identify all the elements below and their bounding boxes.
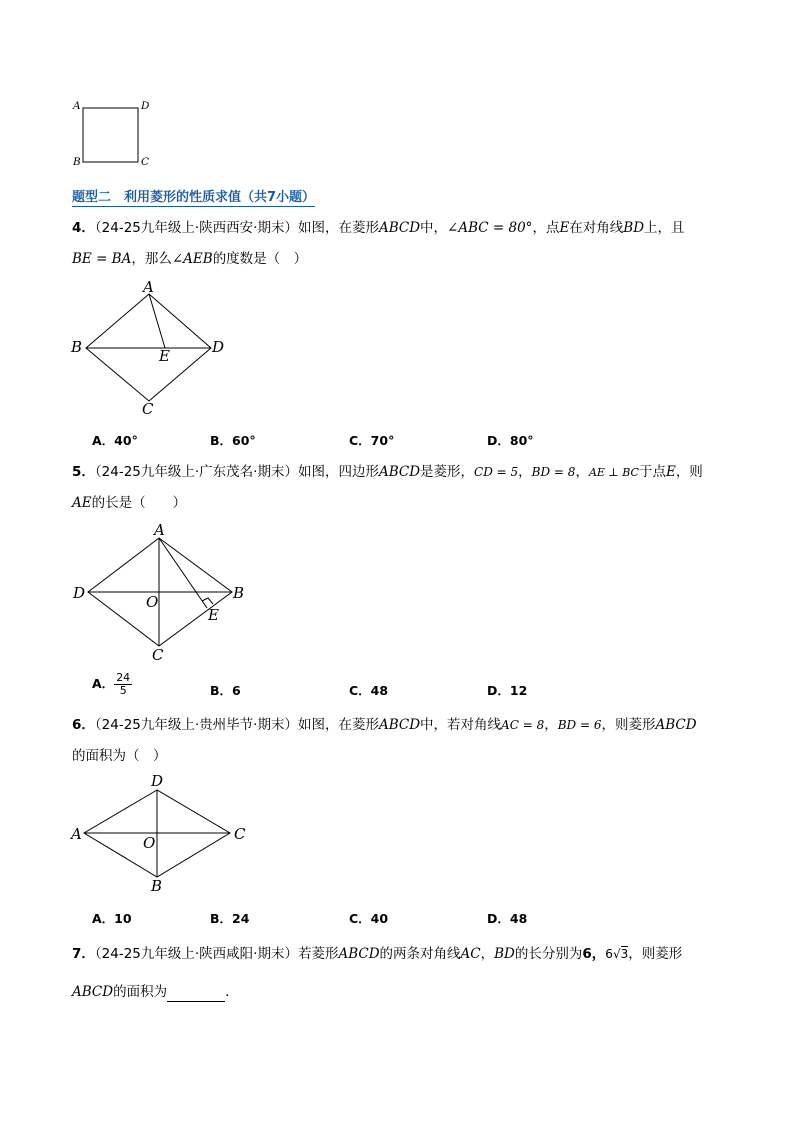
q6-line2: 的面积为（ ） xyxy=(72,748,167,764)
q6-text: 如图，在菱形 xyxy=(297,717,379,733)
q5-option-d[interactable]: D．12 xyxy=(487,683,528,698)
square-label-c: C xyxy=(141,156,150,168)
q6-text: ，则菱形 xyxy=(601,717,656,733)
q5-label-c: C xyxy=(152,646,164,664)
fraction-numerator: 24 xyxy=(116,671,131,684)
q7-value-2-radicand: 3 xyxy=(620,947,629,961)
q7-answer-blank[interactable] xyxy=(167,987,225,1002)
q5-sep: ， xyxy=(575,464,589,480)
q5-text: 于点 xyxy=(638,464,666,480)
square-label-d: D xyxy=(141,100,150,112)
q7-text: 若菱形 xyxy=(297,946,339,962)
q6-bd: BD = 6 xyxy=(557,718,602,732)
q5-text: ，则 xyxy=(675,464,703,480)
q5-label-a: A xyxy=(154,521,165,539)
q7-text: 的面积为 xyxy=(113,984,168,1000)
q5-label-b: B xyxy=(233,584,245,602)
q5-bd: BD = 8 xyxy=(531,465,576,479)
q6-abcd: ABCD xyxy=(378,717,421,733)
q4-text: 上，且 xyxy=(644,220,685,236)
q5-ae: AE xyxy=(72,495,92,511)
square-label-b: B xyxy=(73,156,81,168)
q4-text: 中， xyxy=(420,220,448,236)
q4-line2 xyxy=(72,249,307,269)
q5-line2 xyxy=(72,493,186,513)
q7-abcd: ABCD xyxy=(338,946,380,962)
q6-label-c: C xyxy=(234,825,246,843)
q6-label-a: A xyxy=(71,825,82,843)
q6-option-d[interactable]: D．48 xyxy=(487,911,528,926)
q6-number: 6． xyxy=(72,717,95,733)
q4-text: 的度数是（ ） xyxy=(212,251,308,267)
q4-option-d[interactable]: D．80° xyxy=(487,433,534,448)
q4-text: ，点 xyxy=(532,220,560,236)
q5-sep: ， xyxy=(518,464,532,480)
square-figure xyxy=(83,108,138,162)
q5-rhombus-figure xyxy=(88,538,232,646)
q4-label-b: B xyxy=(71,338,83,356)
q5-label-e: E xyxy=(208,606,219,624)
q5-cd: CD = 5 xyxy=(474,465,519,479)
sqrt-icon: √ xyxy=(612,947,621,961)
q7-ac: AC xyxy=(460,946,481,962)
q7-end: ． xyxy=(225,984,239,1000)
q5-text: 是菱形， xyxy=(420,464,475,480)
q4-point-e: E xyxy=(559,220,570,236)
q4-abcd: ABCD xyxy=(378,220,421,236)
q4-option-b[interactable]: B．60° xyxy=(210,433,256,448)
q5-option-a[interactable] xyxy=(92,672,132,697)
q5-source: （24-25九年级上·广东茂名·期末） xyxy=(94,464,298,480)
q4-source: （24-25九年级上·陕西西安·期末） xyxy=(94,220,298,236)
q4-text: ，那么 xyxy=(131,251,172,267)
q6-option-c[interactable]: C．40 xyxy=(349,911,389,926)
fraction-denominator: 5 xyxy=(119,684,127,697)
q7-text: 的长分别为 xyxy=(514,946,583,962)
q4-number: 4． xyxy=(72,220,95,236)
q6-rhombus-figure xyxy=(84,790,230,877)
q5-label-d: D xyxy=(73,584,86,602)
q4-line1 xyxy=(72,218,685,238)
q7-abcd: ABCD xyxy=(72,984,114,1000)
q6-ac: AC = 8 xyxy=(501,718,545,732)
q6-label-o: O xyxy=(143,834,156,852)
q6-label-d: D xyxy=(151,772,164,790)
q7-number: 7． xyxy=(72,946,95,962)
q4-rhombus-figure xyxy=(86,294,211,401)
q6-sep: ， xyxy=(544,717,558,733)
q4-label-a: A xyxy=(143,278,154,296)
q5-point-e: E xyxy=(665,464,676,480)
q5-label-o: O xyxy=(146,593,159,611)
q7-bd: BD xyxy=(494,946,515,962)
q5-perp: AE ⊥ BC xyxy=(588,466,639,479)
q5-option-a-fraction xyxy=(114,672,132,697)
q7-value-1: 6， xyxy=(582,946,606,962)
q5-option-a-label: A． xyxy=(92,676,115,691)
q6-source: （24-25九年级上·贵州毕节·期末） xyxy=(94,717,298,733)
section-title: 题型二 利用菱形的性质求值（共7小题） xyxy=(72,186,315,207)
q6-option-b[interactable]: B．24 xyxy=(210,911,250,926)
q6-label-b: B xyxy=(151,877,163,895)
q5-text: 如图，四边形 xyxy=(297,464,379,480)
q7-text: 的两条对角线 xyxy=(379,946,461,962)
q7-value-2 xyxy=(605,946,628,961)
q4-label-e: E xyxy=(159,347,170,365)
q4-text: 如图，在菱形 xyxy=(297,220,379,236)
q4-option-c[interactable]: C．70° xyxy=(349,433,395,448)
square-label-a: A xyxy=(73,100,81,112)
q4-angle: ∠ABC = 80° xyxy=(447,220,533,236)
q4-option-a[interactable]: A．40° xyxy=(92,433,138,448)
q7-source: （24-25九年级上·陕西咸阳·期末） xyxy=(94,946,298,962)
q4-bd: BD xyxy=(623,220,645,236)
q5-abcd: ABCD xyxy=(378,464,421,480)
q4-label-c: C xyxy=(142,400,154,418)
q5-number: 5． xyxy=(72,464,95,480)
q5-line1 xyxy=(72,462,703,483)
q4-angle-aeb: ∠AEB xyxy=(171,251,213,267)
q7-value-2-coef: 6 xyxy=(605,947,613,961)
q5-option-b[interactable]: B．6 xyxy=(210,683,241,698)
q6-line1 xyxy=(72,715,697,735)
q4-label-d: D xyxy=(212,338,225,356)
q6-text: 中，若对角线 xyxy=(420,717,502,733)
q5-text: 的长是（ ） xyxy=(91,495,187,511)
q4-text: 在对角线 xyxy=(569,220,624,236)
q6-option-a[interactable]: A．10 xyxy=(92,911,132,926)
q5-option-c[interactable]: C．48 xyxy=(349,683,389,698)
q7-sep: ， xyxy=(480,946,495,962)
q7-line2 xyxy=(72,982,239,1002)
q4-be-ba: BE = BA xyxy=(72,251,132,267)
q7-line1 xyxy=(72,944,682,964)
q7-text: ，则菱形 xyxy=(628,946,683,962)
q6-abcd: ABCD xyxy=(655,717,697,733)
